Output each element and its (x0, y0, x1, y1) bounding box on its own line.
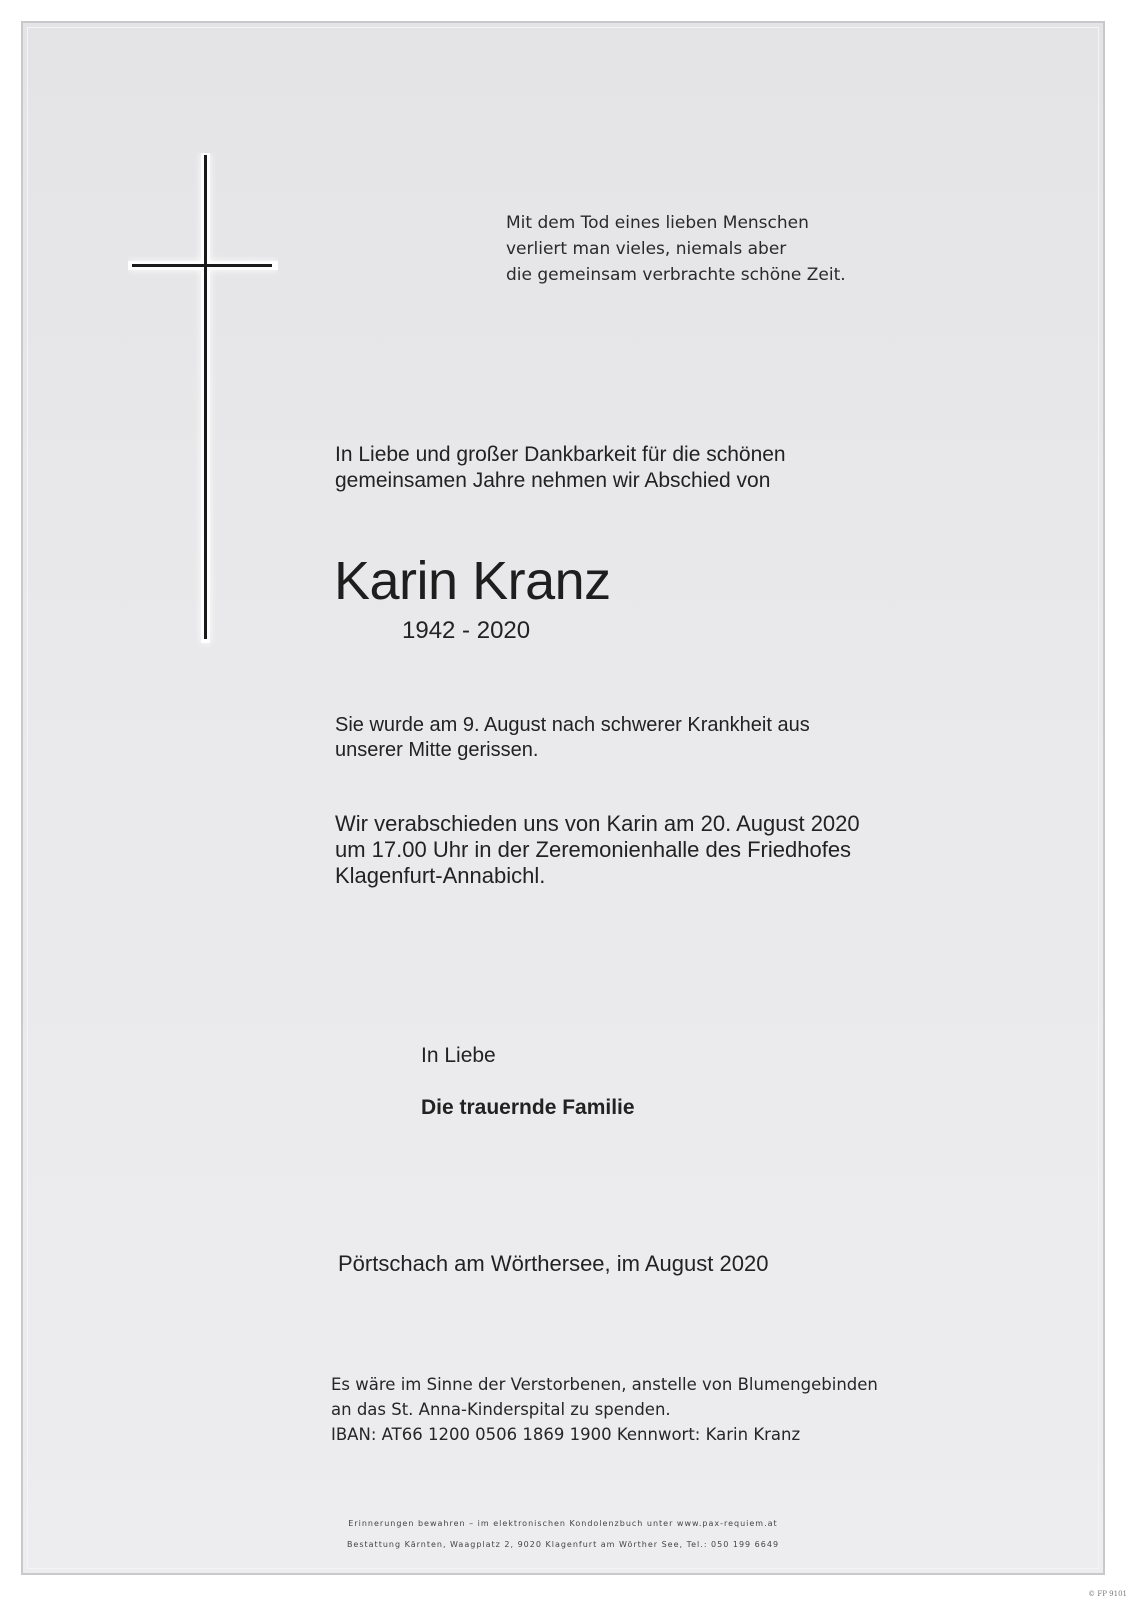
death-notice-line: Sie wurde am 9. August nach schwerer Krankheit aus (335, 714, 810, 736)
closing-greeting: In Liebe (421, 1044, 496, 1067)
template-code: © FP 9101 (1088, 1590, 1127, 1598)
intro-text (335, 442, 786, 494)
motto (506, 210, 846, 288)
ceremony-line: um 17.00 Uhr in der Zeremonienhalle des Friedhofes (335, 837, 852, 862)
donation-line: an das St. Anna-Kinderspital zu spenden. (331, 1400, 671, 1419)
obituary-card (21, 21, 1105, 1575)
life-years: 1942 - 2020 (402, 617, 531, 644)
ceremony-info (335, 811, 860, 889)
ceremony-line: Wir verabschieden uns von Karin am 20. August 2020 (335, 811, 860, 836)
closing-signature: Die trauernde Familie (421, 1096, 635, 1119)
donation-line: Es wäre im Sinne der Verstorbenen, anstelle von Blumengebinden (331, 1375, 878, 1394)
donation-request (331, 1372, 878, 1447)
death-notice-line: unserer Mitte gerissen. (335, 739, 539, 761)
donation-line: IBAN: AT66 1200 0506 1869 1900 Kennwort: Karin Kranz (331, 1425, 801, 1444)
motto-line: Mit dem Tod eines lieben Menschen (506, 213, 809, 233)
cross-icon (128, 153, 278, 673)
death-notice (335, 713, 810, 763)
ceremony-line: Klagenfurt-Annabichl. (335, 863, 546, 888)
footer-funeral-home: Bestattung Kärnten, Waagplatz 2, 9020 Klagenfurt am Wörther See, Tel.: 050 199 6649 (346, 1540, 780, 1549)
deceased-name: Karin Kranz (334, 551, 611, 611)
motto-line: verliert man vieles, niemals aber (506, 239, 787, 259)
intro-line: gemeinsamen Jahre nehmen wir Abschied von (335, 469, 771, 492)
place-date: Pörtschach am Wörthersee, im August 2020 (338, 1251, 769, 1276)
intro-line: In Liebe und großer Dankbarkeit für die schönen (335, 443, 786, 466)
motto-line: die gemeinsam verbrachte schöne Zeit. (506, 265, 846, 285)
footer-condolence: Erinnerungen bewahren – im elektronischen Kondolenzbuch unter www.pax-requiem.at (348, 1519, 778, 1528)
